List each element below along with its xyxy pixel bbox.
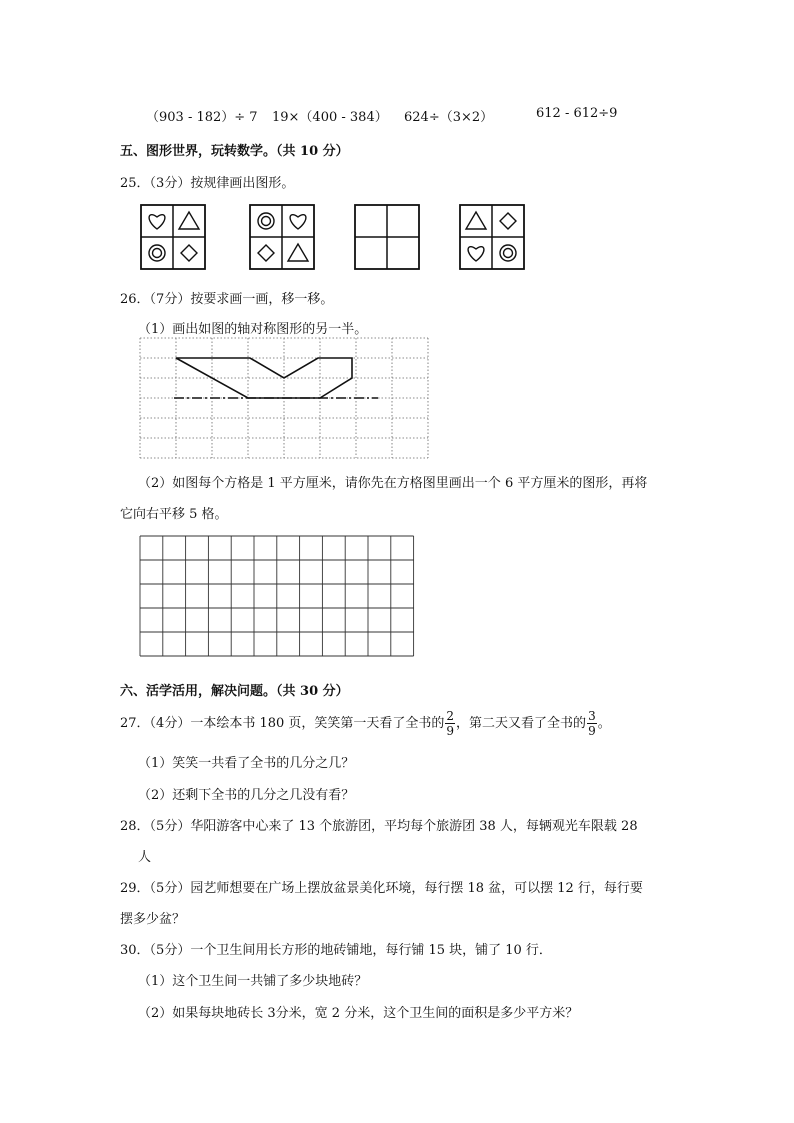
- q30-part2: （2）如果每块地砖长 3分米，宽 2 分米，这个卫生间的面积是多少平方米？: [138, 1006, 579, 1021]
- q30-text: 30．（5分）一个卫生间用长方形的地砖铺地，每行铺 15 块，铺了 10 行．: [120, 943, 552, 958]
- q25-text: 25．（3分）按规律画出图形。: [120, 176, 295, 191]
- pattern-box: [141, 205, 205, 269]
- double-circle-icon: [149, 245, 165, 261]
- q25-patterns: [0, 0, 794, 280]
- fraction-denominator: 9: [588, 724, 596, 738]
- q27-text-before: 27．（4分）一本绘本书 180 页，笑笑第一天看了全书的: [120, 716, 445, 731]
- fraction-3-9: [587, 710, 597, 737]
- q27-part2: （2）还剩下全书的几分之几没有看？: [138, 788, 355, 803]
- area-grid[interactable]: [140, 536, 416, 660]
- q27-text-middle: ，第二天又看了全书的: [456, 716, 587, 731]
- q26-text: 26．（7分）按要求画一画，移一移。: [120, 292, 334, 307]
- q29-line2: 摆多少盆？: [120, 912, 186, 927]
- q29-line1: 29．（5分）园艺师想要在广场上摆放盆景美化环境，每行摆 18 盆，可以摆 12 行，每行要: [120, 881, 643, 896]
- fraction-numerator: 2: [446, 709, 455, 723]
- calc-item-1: （903 - 182）÷ 7: [146, 110, 258, 125]
- section-5-title: 五、图形世界，玩转数学。（共 10 分）: [120, 144, 349, 159]
- calc-item-4: 612 - 612÷9: [536, 106, 618, 121]
- fraction-denominator: 9: [446, 724, 455, 738]
- fraction-2-9: [445, 710, 455, 737]
- fraction-numerator: 3: [588, 709, 596, 723]
- heart-icon: [290, 215, 306, 229]
- pattern-box[interactable]: [355, 205, 419, 269]
- section-6-title: 六、活学活用，解决问题。（共 30 分）: [120, 684, 349, 699]
- pattern-box: [460, 205, 524, 269]
- calc-item-2: 19×（400 - 384）: [272, 110, 388, 125]
- symmetry-grid[interactable]: [138, 338, 430, 464]
- triangle-icon: [466, 212, 486, 229]
- diamond-icon: [258, 245, 274, 261]
- double-circle-icon: [258, 213, 274, 229]
- triangle-icon: [288, 244, 308, 261]
- q27-text: [120, 710, 611, 738]
- q28-line2: 人: [138, 850, 152, 865]
- q26-part2-line1: （2）如图每个方格是 1 平方厘米，请你先在方格图里画出一个 6 平方厘米的图形，再将: [138, 476, 648, 491]
- q30-part1: （1）这个卫生间一共铺了多少块地砖？: [138, 974, 368, 989]
- q26-part1: （1）画出如图的轴对称图形的另一半。: [138, 322, 368, 337]
- heart-icon: [468, 247, 484, 261]
- double-circle-icon: [500, 245, 516, 261]
- q26-part2-line2: 它向右平移 5 格。: [120, 507, 228, 522]
- triangle-icon: [179, 212, 199, 229]
- diamond-icon: [181, 245, 197, 261]
- diamond-icon: [500, 213, 516, 229]
- calc-item-3: 624÷（3×2）: [404, 110, 494, 125]
- heart-icon: [149, 215, 165, 229]
- q27-part1: （1）笑笑一共看了全书的几分之几？: [138, 756, 355, 771]
- q28-line1: 28．（5分）华阳游客中心来了 13 个旅游团，平均每个旅游团 38 人，每辆观光车限载 28: [120, 819, 638, 834]
- pattern-box: [250, 205, 314, 269]
- q27-text-after: 。: [597, 716, 611, 731]
